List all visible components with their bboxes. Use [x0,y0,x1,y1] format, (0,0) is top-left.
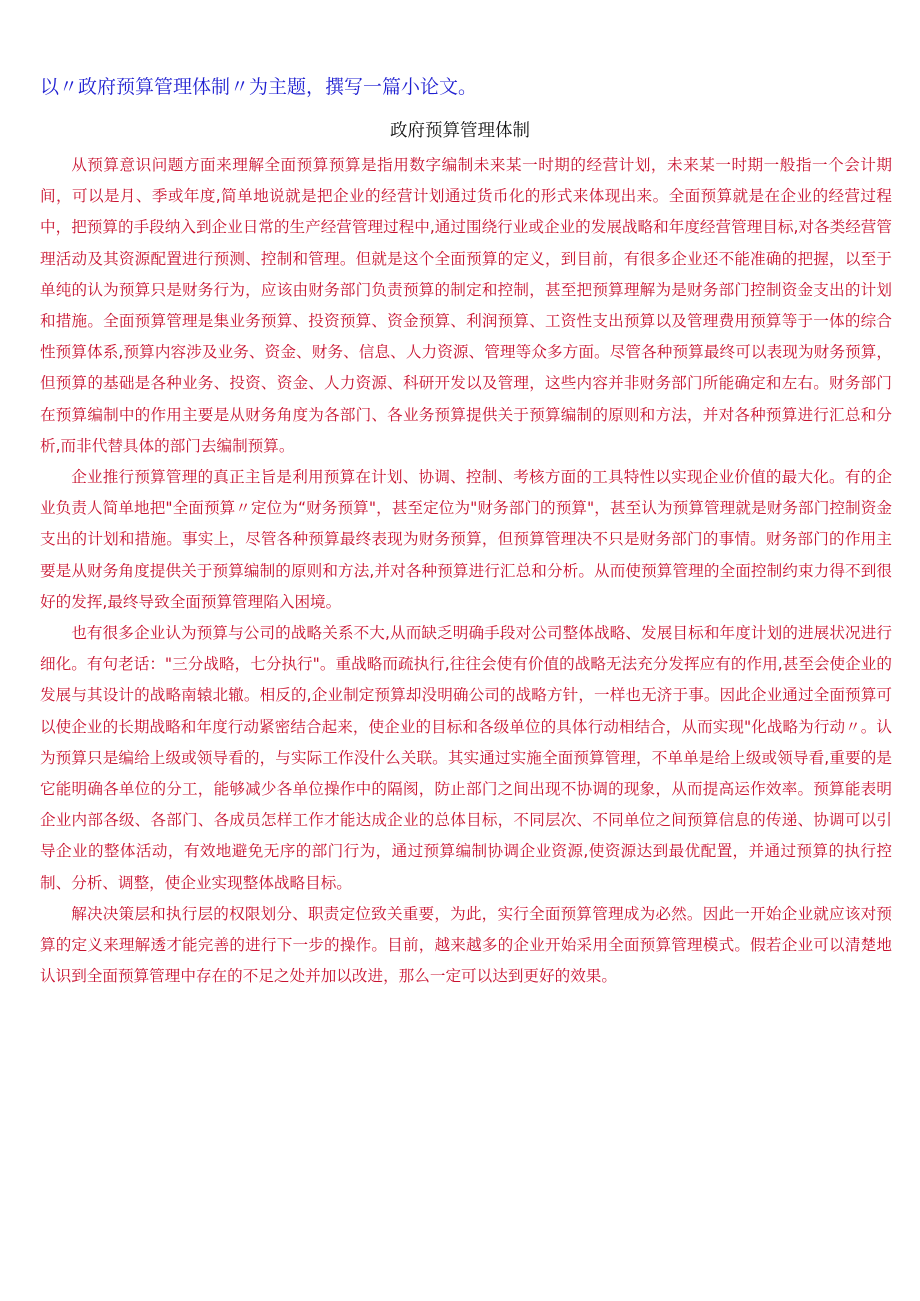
assignment-prompt: 以〃政府预算管理体制〃为主题，撰写一篇小论文。 [40,76,478,98]
essay-paragraph: 也有很多企业认为预算与公司的战略关系不大,从而缺乏明确手段对公司整体战略、发展目标和年度计划的进展状况进行细化。有句老话："三分战略，七分执行"。重战略而疏执行,往往会使有价值的战略无法充分发挥应有的作用,甚至会使企业的发展与其设计的战略南辕北辙。相反的,企业制定预算却没明确公司的战略方针，一样也无济于事。因此企业通过全面预算可以使企业的长期战略和年度行动紧密结合起来，使企业的目标和各级单位的具体行动相结合，从而实现"化战略为行动〃。认为预算只是编给上级或领导看的，与实际工作没什么关联。其实通过实施全面预算管理，不单单是给上级或领导看,重要的是它能明确各单位的分工，能够减少各单位操作中的隔阂，防止部门之间出现不协调的现象，从而提高运作效率。预算能表明企业内部各级、各部门、各成员怎样工作才能达成企业的总体目标，不同层次、不同单位之间预算信息的传递、协调可以引导企业的整体活动，有效地避免无序的部门行为，通过预算编制协调企业资源,使资源达到最优配置，并通过预算的执行控制、分析、调整，使企业实现整体战略目标。 [40,624,892,892]
essay-title: 政府预算管理体制 [390,121,530,141]
essay-body [40,150,892,992]
essay-paragraph: 从预算意识问题方面来理解全面预算预算是指用数字编制未来某一时期的经营计划，未来某一时期一般指一个会计期间，可以是月、季或年度,简单地说就是把企业的经营计划通过货币化的形式来体现出来。全面预算就是在企业的经营过程中，把预算的手段纳入到企业日常的生产经营管理过程中,通过围绕行业或企业的发展战略和年度经营管理目标,对各类经营管理活动及其资源配置进行预测、控制和管理。但就是这个全面预算的定义，到目前，有很多企业还不能准确的把握，以至于单纯的认为预算只是财务行为，应该由财务部门负责预算的制定和控制，甚至把预算理解为是财务部门控制资金支出的计划和措施。全面预算管理是集业务预算、投资预算、资金预算、利润预算、工资性支出预算以及管理费用预算等于一体的综合性预算体系,预算内容涉及业务、资金、财务、信息、人力资源、管理等众多方面。尽管各种预算最终可以表现为财务预算，但预算的基础是各种业务、投资、资金、人力资源、科研开发以及管理，这些内容并非财务部门所能确定和左右。财务部门在预算编制中的作用主要是从财务角度为各部门、各业务预算提供关于预算编制的原则和方法，并对各种预算进行汇总和分析,而非代替具体的部门去编制预算。 [40,156,892,455]
essay-paragraph: 解决决策层和执行层的权限划分、职责定位致关重要，为此，实行全面预算管理成为必然。因此一开始企业就应该对预算的定义来理解透才能完善的进行下一步的操作。目前，越来越多的企业开始采用全面预算管理模式。假若企业可以清楚地认识到全面预算管理中存在的不足之处并加以改进，那么一定可以达到更好的效果。 [40,904,892,986]
essay-paragraph: 企业推行预算管理的真正主旨是利用预算在计划、协调、控制、考核方面的工具特性以实现企业价值的最大化。有的企业负责人简单地把"全面预算〃定位为“财务预算"，甚至定位为"财务部门的预算"，甚至认为预算管理就是财务部门控制资金支出的计划和措施。事实上，尽管各种预算最终表现为财务预算，但预算管理决不只是财务部门的事情。财务部门的作用主要是从财务角度提供关于预算编制的原则和方法,并对各种预算进行汇总和分析。从而使预算管理的全面控制约束力得不到很好的发挥,最终导致全面预算管理陷入困境。 [40,468,892,611]
